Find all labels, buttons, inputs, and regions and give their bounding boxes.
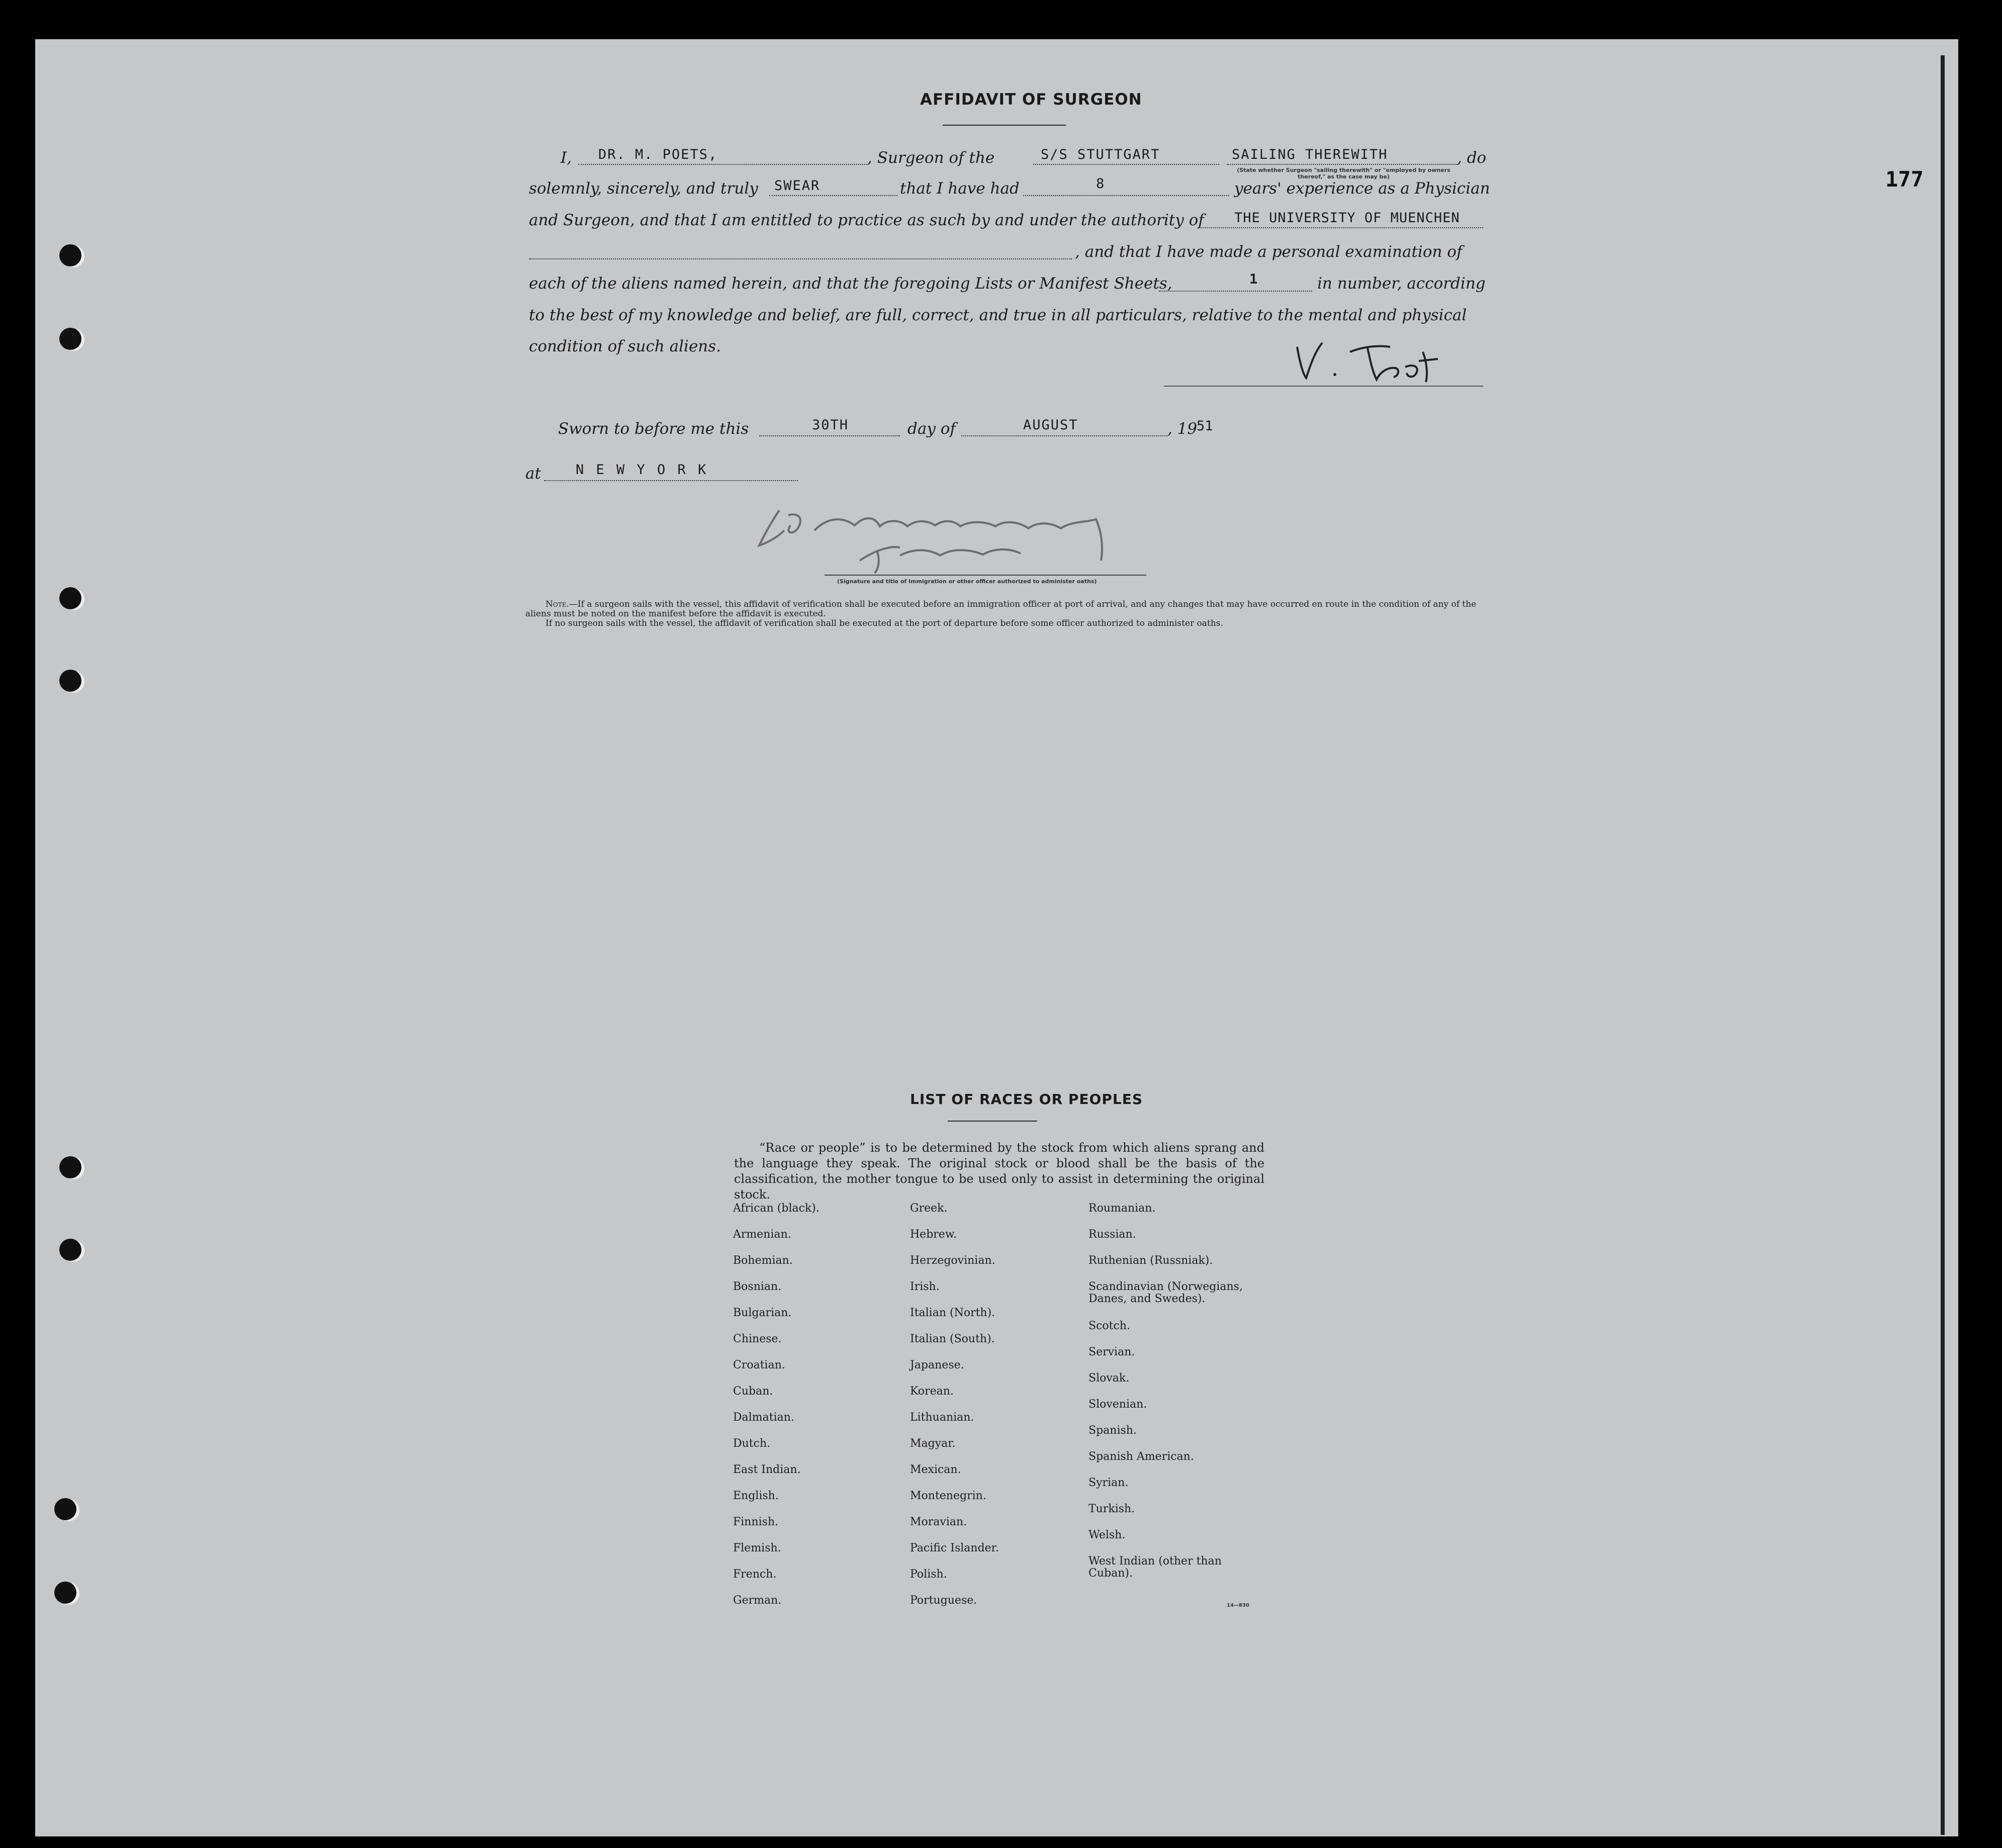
- page-edge: [1941, 55, 1945, 1835]
- race-entry: Spanish American.: [1088, 1450, 1194, 1463]
- knowledge-text: to the best of my knowledge and belief, are full, correct, and true in all particulars, relative to the mental and physical: [529, 306, 1467, 324]
- race-entry: Pacific Islander.: [910, 1542, 999, 1554]
- race-entry: German.: [733, 1594, 782, 1607]
- race-entry: Turkish.: [1088, 1503, 1135, 1515]
- race-entry: African (black).: [733, 1202, 820, 1215]
- race-entry: Armenian.: [733, 1228, 791, 1241]
- binder-hole: [59, 328, 81, 350]
- race-entry: Herzegovinian.: [910, 1254, 995, 1267]
- authority-line-2: [529, 258, 1072, 259]
- authority-value: THE UNIVERSITY OF MUENCHEN: [1234, 210, 1460, 226]
- race-entry: Welsh.: [1088, 1529, 1126, 1541]
- race-entry: Scotch.: [1088, 1320, 1130, 1332]
- officer-signature: [749, 495, 1146, 581]
- race-entry: Irish.: [910, 1280, 940, 1293]
- binder-hole: [59, 1239, 81, 1261]
- years-experience: 8: [1096, 176, 1106, 192]
- surgeon-of-label: , Surgeon of the: [867, 149, 995, 167]
- race-entry: English.: [733, 1490, 779, 1502]
- race-entry: Flemish.: [733, 1542, 781, 1554]
- race-entry: Russian.: [1088, 1228, 1136, 1241]
- affidavit-note: Note.—If a surgeon sails with the vessel, this affidavit of verification shall be executed before an immigration officer at port of arrival, and any changes that may have occurred en route in the condition of any of the aliens must be noted on the manifest before the affidavit is executed. If no surgeon sails with the vessel, the affidavit of verification shall be executed at the port of departure before some officer authorized to administer oaths.: [525, 599, 1477, 628]
- race-entry: Finnish.: [733, 1516, 779, 1528]
- binder-hole: [59, 670, 81, 692]
- race-entry: East Indian.: [733, 1463, 801, 1476]
- in-number-text: in number, according: [1317, 274, 1486, 293]
- race-entry: Spanish.: [1088, 1424, 1137, 1437]
- race-entry: Dutch.: [733, 1437, 771, 1450]
- day-of-text: day of: [907, 420, 956, 438]
- race-entry: West Indian (other than Cuban).: [1088, 1555, 1222, 1580]
- year-prefix: , 19: [1167, 420, 1198, 438]
- sheet-count-line: [1159, 291, 1312, 292]
- race-entry: Portuguese.: [910, 1594, 977, 1607]
- race-entry: Lithuanian.: [910, 1411, 974, 1424]
- races-intro: “Race or people” is to be determined by the stock from which aliens sprang and the language they speak. The original stock or blood shall be the basis of the classification, the mother tongue to be used only to assist in determining the original stock.: [734, 1141, 1264, 1202]
- do-label: , do: [1457, 149, 1487, 167]
- race-entry: Moravian.: [910, 1516, 967, 1528]
- race-entry: Magyar.: [910, 1437, 956, 1450]
- binder-hole: [59, 587, 81, 609]
- binder-hole: [54, 1582, 76, 1604]
- years-text: years' experience as a Physician: [1234, 179, 1490, 198]
- place-line: [544, 480, 798, 481]
- race-entry: Cuban.: [733, 1385, 773, 1398]
- officer-signature-line: [825, 575, 1146, 576]
- race-entry: Croatian.: [733, 1359, 785, 1371]
- sheet-count: 1: [1249, 271, 1259, 287]
- sworn-text: Sworn to before me this: [558, 420, 749, 438]
- sworn-day-line: [759, 435, 900, 436]
- had-text: that I have had: [900, 179, 1020, 198]
- race-entry: French.: [733, 1568, 777, 1581]
- race-entry: Korean.: [910, 1385, 954, 1398]
- race-entry: Chinese.: [733, 1333, 782, 1345]
- sworn-month-line: [961, 435, 1167, 436]
- i-label: I,: [561, 149, 572, 167]
- race-entry: Ruthenian (Russniak).: [1088, 1254, 1213, 1267]
- race-entry: Scandinavian (Norwegians, Danes, and Swedes).: [1088, 1280, 1243, 1305]
- title-underline: [943, 125, 1066, 126]
- race-entry: Polish.: [910, 1568, 947, 1581]
- ship-name-line: [1033, 164, 1219, 165]
- sworn-day: 30TH: [812, 417, 849, 433]
- oath-line: [769, 195, 897, 196]
- status-value: SAILING THEREWITH: [1232, 147, 1388, 162]
- race-entry: Bulgarian.: [733, 1307, 792, 1319]
- race-entry: Dalmatian.: [733, 1411, 794, 1424]
- solemnly-text: solemnly, sincerely, and truly: [529, 179, 758, 198]
- authority-text: and Surgeon, and that I am entitled to practice as such by and under the authority of: [529, 211, 1204, 229]
- race-entry: Greek.: [910, 1202, 948, 1215]
- at-label: at: [525, 465, 541, 483]
- status-hint: (State whether Surgeon "sailing therewith" or "employed by owners thereof," as the case may be): [1237, 167, 1450, 180]
- ship-name: S/S STUTTGART: [1041, 147, 1160, 162]
- examination-text: , and that I have made a personal examination of: [1075, 243, 1463, 261]
- aliens-text: each of the aliens named herein, and that the foregoing Lists or Manifest Sheets,: [529, 274, 1172, 293]
- status-line: [1227, 164, 1458, 165]
- authority-line: [1199, 227, 1483, 228]
- race-entry: Bohemian.: [733, 1254, 793, 1267]
- form-code: 14—830: [1227, 1603, 1249, 1608]
- affidavit-title: AFFIDAVIT OF SURGEON: [920, 90, 1142, 109]
- years-line: [1023, 195, 1229, 196]
- binder-hole: [59, 244, 81, 266]
- officer-caption: (Signature and title of immigration or other officer authorized to administer oaths): [837, 578, 1097, 585]
- surgeon-signature: [1287, 332, 1448, 387]
- surgeon-name-line: [578, 164, 867, 165]
- race-entry: Hebrew.: [910, 1228, 957, 1241]
- sworn-month: AUGUST: [1023, 417, 1078, 433]
- place: N E W Y O R K: [576, 462, 708, 478]
- race-entry: Italian (South).: [910, 1333, 995, 1345]
- race-entry: Montenegrin.: [910, 1490, 986, 1502]
- sworn-year: 51: [1197, 418, 1213, 434]
- races-title-underline: [948, 1121, 1037, 1122]
- binder-hole: [59, 1156, 81, 1178]
- race-entry: Italian (North).: [910, 1307, 995, 1319]
- race-entry: Slovak.: [1088, 1372, 1130, 1384]
- race-entry: Mexican.: [910, 1463, 961, 1476]
- race-entry: Roumanian.: [1088, 1202, 1156, 1215]
- race-entry: Japanese.: [910, 1359, 964, 1371]
- surgeon-signature-line: [1164, 386, 1483, 387]
- races-title: LIST OF RACES OR PEOPLES: [910, 1091, 1143, 1107]
- oath-word: SWEAR: [774, 178, 821, 194]
- surgeon-name: DR. M. POETS,: [598, 147, 718, 162]
- binder-hole: [54, 1498, 76, 1520]
- race-entry: Syrian.: [1088, 1476, 1129, 1489]
- race-entry: Bosnian.: [733, 1280, 782, 1293]
- race-entry: Servian.: [1088, 1346, 1135, 1358]
- race-entry: Slovenian.: [1088, 1398, 1147, 1411]
- page-number: 177: [1885, 167, 1924, 192]
- condition-text: condition of such aliens.: [529, 337, 721, 355]
